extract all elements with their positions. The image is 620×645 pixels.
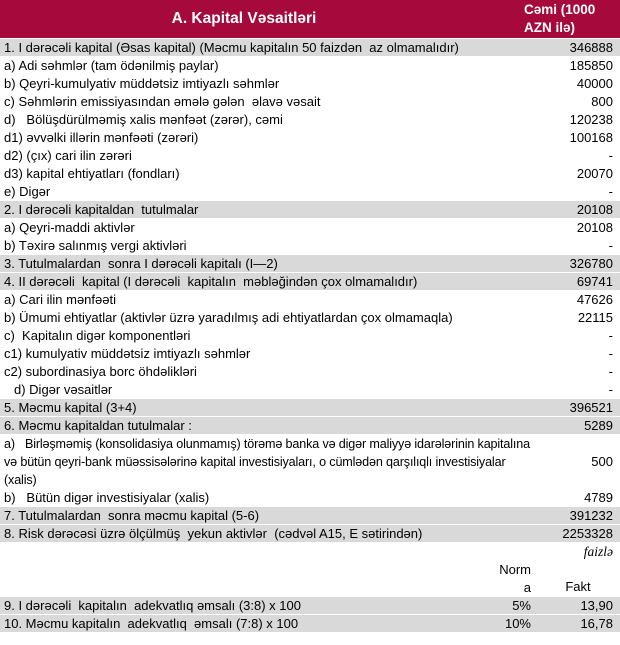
table-row (0, 345, 620, 363)
table-row (0, 57, 620, 75)
row-amount: 16,78 (580, 615, 613, 631)
row-amount: 20070 (576, 165, 613, 181)
row-amount: 2253328 (562, 525, 613, 541)
row-amount: 326780 (569, 255, 613, 271)
table-row (0, 147, 620, 165)
row-amount: - (608, 327, 613, 343)
table-row (0, 525, 620, 543)
row-amount: 185850 (569, 57, 613, 73)
row-label: a) Cari ilin mənfəəti (4, 291, 116, 307)
table-row (0, 489, 620, 507)
row-amount: 391232 (569, 507, 613, 523)
table-row (0, 111, 620, 129)
row-note: faizlə (583, 543, 613, 559)
table-row (0, 363, 620, 381)
row-amount: 800 (591, 93, 613, 109)
row-amount: 120238 (569, 111, 613, 127)
table-row (0, 129, 620, 147)
table-row (0, 561, 620, 597)
row-norma-value: 5% (512, 597, 531, 613)
table-row (0, 93, 620, 111)
row-label: 3. Tutulmalardan sonra I dərəcəli kapitalı (I—2) (4, 255, 278, 271)
row-amount: - (608, 345, 613, 361)
row-label: b) Ümumi ehtiyatlar (aktivlər üzrə yaradılmış adi ehtiyatlardan çox olmamaqla) (4, 309, 453, 325)
row-label: 6. Məcmu kapitaldan tutulmalar : (4, 417, 192, 433)
row-label: a) Adi səhmlər (tam ödənilmiş paylar) (4, 57, 219, 73)
table-row (0, 615, 620, 633)
row-label: c1) kumulyativ müddətsiz imtiyazlı səhmlər (4, 345, 251, 361)
table-row (0, 39, 620, 57)
row-label: c) Kapitalın digər komponentləri (4, 327, 191, 343)
row-amount: 346888 (569, 39, 613, 55)
table-row (0, 417, 620, 435)
table-row (0, 273, 620, 291)
table-header (0, 0, 620, 39)
row-amount: 5289 (584, 417, 613, 433)
row-amount: 500 (591, 453, 613, 469)
row-amount: - (608, 237, 613, 253)
table-row (0, 309, 620, 327)
row-label: d) Digər vəsaitlər (14, 381, 113, 397)
table-row (0, 165, 620, 183)
row-amount: 40000 (576, 75, 613, 91)
row-label: d) Bölüşdürülməmiş xalis mənfəət (zərər), cəmi (4, 111, 283, 127)
table-row (0, 201, 620, 219)
row-label: b) Qeyri-kumulyativ müddətsiz imtiyazlı səhmlər (4, 75, 280, 91)
table-row (0, 219, 620, 237)
table-row (0, 75, 620, 93)
amount-column-header: Cəmi (1000 AZN ilə) (524, 2, 596, 35)
row-amount: Fakt (565, 579, 591, 594)
table-title: A. Kapital Vəsaitləri (171, 10, 317, 27)
row-label: c2) subordinasiya borc öhdəlikləri (4, 363, 197, 379)
row-label: b) Bütün digər investisiyalar (xalis) (4, 489, 210, 505)
table-row (0, 381, 620, 399)
table-row (0, 399, 620, 417)
row-label: 7. Tutulmalardan sonra məcmu kapital (5-6) (4, 507, 260, 523)
row-label: d1) əvvəlki illərin mənfəəti (zərəri) (4, 129, 199, 145)
row-label: d3) kapital ehtiyatları (fondları) (4, 165, 180, 181)
row-norma-value: Norm a (499, 562, 531, 595)
row-label: b) Təxirə salınmış vergi aktivləri (4, 237, 187, 253)
row-label: 8. Risk dərəcəsi üzrə ölçülmüş yekun aktivlər (cədvəl A15, E sətirindən) (4, 525, 423, 541)
row-label: 10. Məcmu kapitalın adekvatlıq əmsalı (7:8) x 100 (4, 615, 299, 631)
row-amount: 47626 (576, 291, 613, 307)
row-label: d2) (çıx) cari ilin zərəri (4, 147, 132, 163)
row-norma-value: 10% (504, 615, 531, 631)
row-amount: 13,90 (580, 597, 613, 613)
row-label: a) Qeyri-maddi aktivlər (4, 219, 135, 235)
row-amount: - (608, 183, 613, 199)
row-label: 5. Məcmu kapital (3+4) (4, 399, 137, 415)
table-row (0, 435, 620, 489)
capital-table-body (0, 39, 620, 633)
row-label: 1. I dərəcəli kapital (Əsas kapital) (Məcmu kapitalın 50 faizdən az olmamalıdır) (4, 39, 459, 55)
row-amount: - (608, 147, 613, 163)
row-amount: 20108 (576, 201, 613, 217)
table-row (0, 597, 620, 615)
row-amount: 69741 (576, 273, 613, 289)
table-row (0, 255, 620, 273)
row-amount: 396521 (569, 399, 613, 415)
table-row (0, 183, 620, 201)
row-label: 4. II dərəcəli kapital (I dərəcəli kapitalın məbləğindən çox olmamalıdır) (4, 273, 418, 289)
table-row (0, 507, 620, 525)
row-amount: - (608, 363, 613, 379)
row-amount: - (608, 381, 613, 397)
row-label: 2. I dərəcəli kapitaldan tutulmalar (4, 201, 199, 217)
row-amount: 4789 (584, 489, 613, 505)
row-amount: 22115 (577, 309, 613, 325)
row-label: a) Birləşməmiş (konsolidasiya olunmamış) törəmə banka və digər maliyyə idarələrinin kapitalına və bütün qeyri-bank müəssisələrinə kapital investisiyaları, o cümlədən qarşılıqlı investisiyalar (xalis) (4, 437, 534, 487)
table-row (0, 237, 620, 255)
row-amount: 100168 (569, 129, 613, 145)
row-amount: 20108 (576, 219, 613, 235)
row-label: e) Digər (4, 183, 51, 199)
table-row (0, 543, 620, 561)
table-row (0, 327, 620, 345)
table-row (0, 291, 620, 309)
row-label: 9. I dərəcəli kapitalın adekvatlıq əmsalı (3:8) x 100 (4, 597, 301, 613)
row-label: c) Səhmlərin emissiyasından əmələ gələn əlavə vəsait (4, 93, 321, 109)
